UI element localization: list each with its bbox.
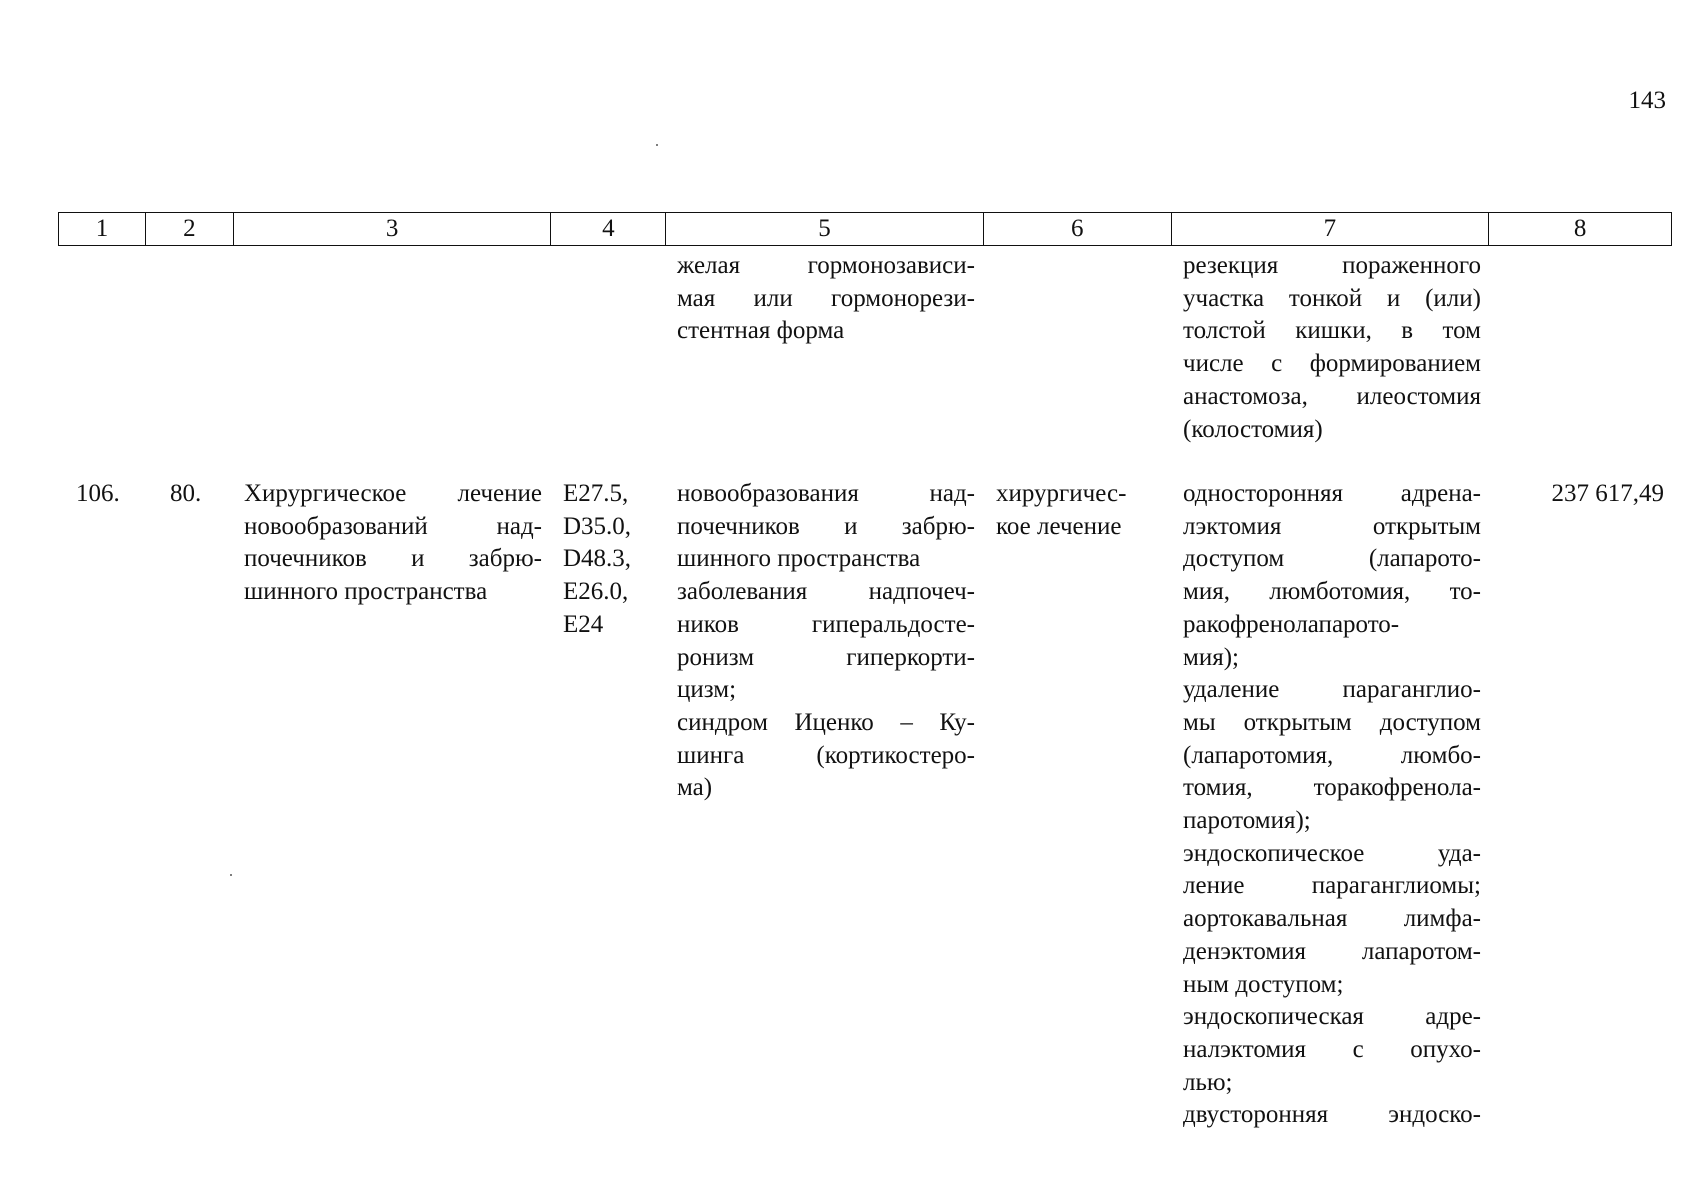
text-line: налэктомия с опухо- [1183,1035,1481,1063]
header-cell-8: 8 [1573,215,1587,242]
text-line: новообразования над- [677,480,975,507]
icd-code: E24 [563,610,604,638]
scan-speck [656,144,658,146]
text-line: ным доступом; [1183,970,1344,998]
row-number-cell: 106. [76,480,120,507]
cost-cell: 237 617,49 [1551,480,1664,507]
text-line: эндоскопическая адре- [1183,1003,1481,1031]
text-line: ракофренолапарото- [1183,610,1400,638]
text-line: ление параганглиомы; [1183,872,1481,900]
group-number-cell: 80. [170,480,202,507]
text-line: мая или гормонорези- [677,284,975,312]
continuation-col5-cell [677,250,975,348]
continuation-col7-cell [1183,250,1481,446]
text-line: толстой кишки, в том [1183,317,1481,345]
page-number: 143 [1628,87,1666,114]
text-line: стентная форма [677,317,845,345]
text-line: Хирургическое лечение [244,480,542,507]
text-line: мия); [1183,643,1239,671]
text-line: шинного пространства [244,578,488,606]
icd-code: E27.5, [563,480,629,507]
treatment-method-cell [1183,478,1481,1132]
text-line: удаление параганглио- [1183,676,1481,704]
text-line: лью; [1183,1068,1233,1096]
treatment-type-cell [996,478,1164,543]
header-cell-5: 5 [666,213,984,245]
header-cell-6: 6 [984,213,1172,245]
header-cell-4: 4 [551,213,666,245]
text-line: односторонняя адрена- [1183,480,1481,507]
text-line: новообразований над- [244,512,542,540]
text-line: шинга (кортикостеро- [677,741,975,769]
icd-code: D48.3, [563,545,632,573]
text-line: денэктомия лапаротом- [1183,937,1481,965]
scan-speck [230,874,232,876]
text-line: синдром Иценко – Ку- [677,708,975,736]
text-line: заболевания надпочеч- [677,578,975,606]
text-line: лэктомия открытым [1183,512,1481,540]
text-line: числе с формированием [1183,350,1481,378]
text-line: хирургичес- [996,480,1127,507]
text-line: (колостомия) [1183,415,1323,443]
text-line: шинного пространства [677,545,921,573]
care-profile-cell [244,478,542,609]
text-line: мы открытым доступом [1183,708,1481,736]
patient-model-cell [677,478,975,805]
text-line: ронизм гиперкорти- [677,643,975,671]
text-line: паротомия); [1183,807,1311,835]
table-header-row [58,212,1672,246]
text-line: эндоскопическое уда- [1183,839,1481,867]
text-line: кое лечение [996,512,1122,540]
header-cell-1: 1 [59,213,146,245]
text-line: участка тонкой и (или) [1183,284,1481,312]
text-line: анастомоза, илеостомия [1183,382,1481,410]
icd-code: E26.0, [563,578,629,606]
text-line: томия, торакофренола- [1183,774,1481,802]
icd-codes-cell [563,478,653,642]
text-line: ма) [677,774,713,802]
text-line: почечников и забрю- [677,512,975,540]
text-line: доступом (лапарото- [1183,545,1481,573]
header-cell-2: 2 [146,213,234,245]
text-line: аортокавальная лимфа- [1183,905,1481,933]
header-cell-3: 3 [234,213,552,245]
text-line: мия, люмботомия, то- [1183,578,1481,606]
text-line: ников гиперальдосте- [677,610,975,638]
text-line: резекция пораженного [1183,252,1481,279]
text-line: цизм; [677,676,737,704]
icd-code: D35.0, [563,512,632,540]
text-line: почечников и забрю- [244,545,542,573]
text-line: двусторонняя эндоско- [1183,1101,1481,1129]
text-line: желая гормонозависи- [677,252,975,279]
text-line: (лапаротомия, люмбо- [1183,741,1481,769]
header-cell-7: 7 [1172,213,1490,245]
